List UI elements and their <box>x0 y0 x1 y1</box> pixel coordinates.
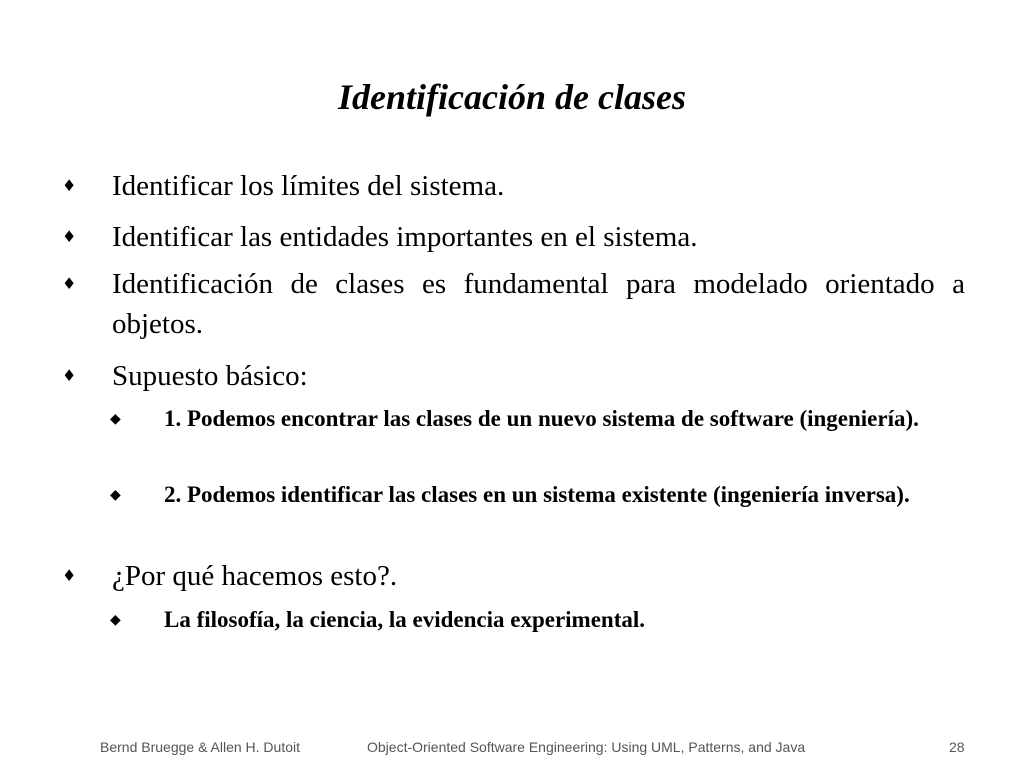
slide-title: Identificación de clases <box>338 77 686 117</box>
sub-bullet-text: La filosofía, la ciencia, la evidencia experimental. <box>164 607 646 632</box>
diamond-bullet-icon: ♦ <box>62 366 77 385</box>
footer-book-title: Object-Oriented Software Engineering: Using UML, Patterns, and Java <box>367 739 806 755</box>
diamond-bullet-icon: ♦ <box>62 176 77 195</box>
diamond-bullet-icon: ◆ <box>110 487 121 503</box>
bullet-text: Identificación de clases es fundamental para modelado orientado a objetos. <box>112 268 965 340</box>
bullet-text: Identificar los límites del sistema. <box>112 170 505 202</box>
slide-footer <box>0 736 1024 760</box>
sub-bullet-text: 1. Podemos encontrar las clases de un nuevo sistema de software (ingeniería). <box>164 406 919 431</box>
diamond-bullet-icon: ◆ <box>110 612 121 628</box>
diamond-bullet-icon: ♦ <box>62 274 77 293</box>
diamond-bullet-icon: ◆ <box>110 411 121 427</box>
bullet-text: Identificar las entidades importantes en el sistema. <box>112 221 698 253</box>
diamond-bullet-icon: ♦ <box>62 566 77 585</box>
footer-authors: Bernd Bruegge & Allen H. Dutoit <box>100 739 301 755</box>
page-number: 28 <box>949 739 965 755</box>
bullet-text: Supuesto básico: <box>112 360 308 392</box>
bullet-text: ¿Por qué hacemos esto?. <box>112 560 398 592</box>
diamond-bullet-icon: ♦ <box>62 227 77 246</box>
sub-bullet-text: 2. Podemos identificar las clases en un sistema existente (ingeniería inversa). <box>164 482 910 507</box>
